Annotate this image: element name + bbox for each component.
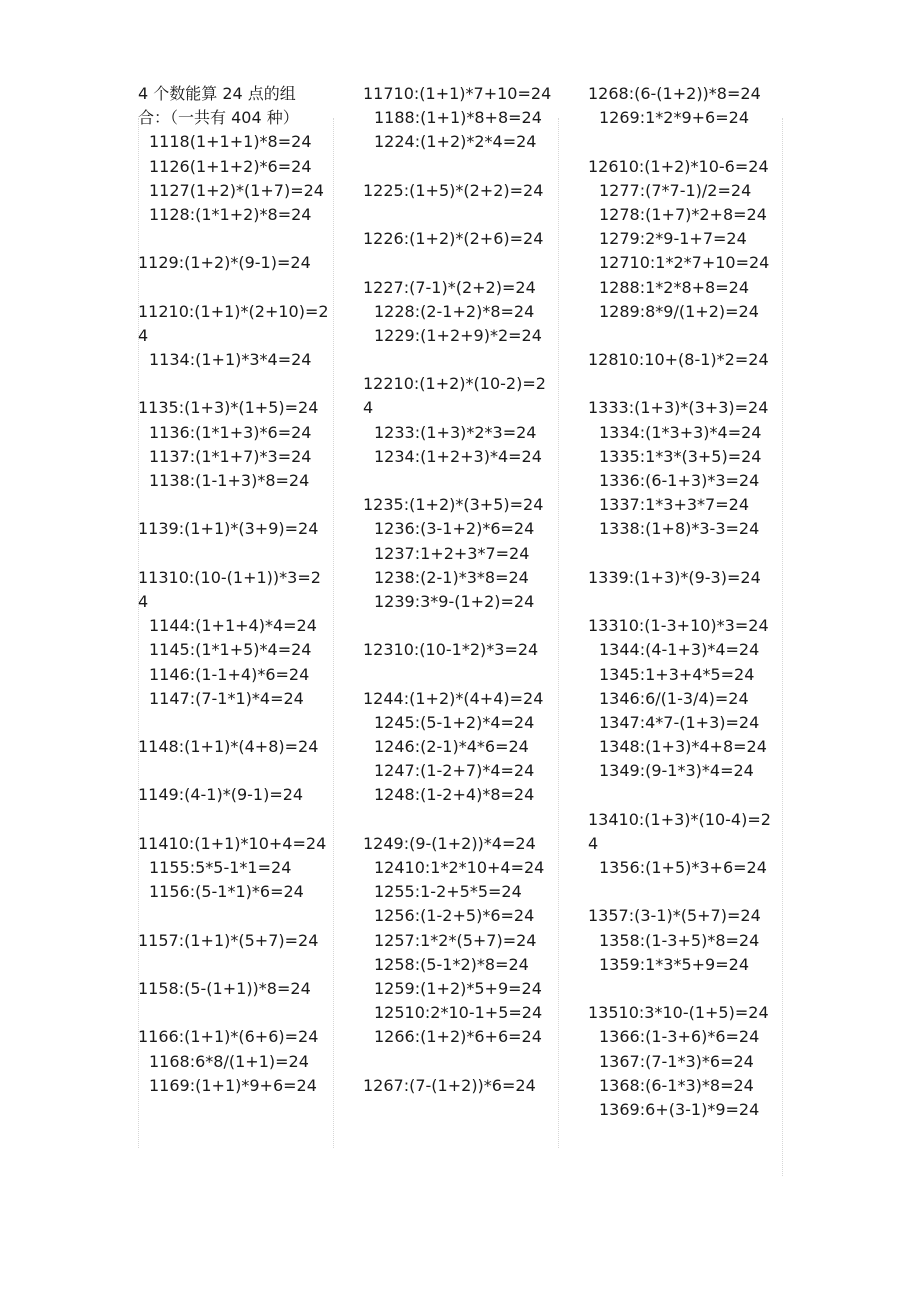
combination-line: 1228:(2-1+2)*8=24 xyxy=(374,301,535,321)
combination-line: 1278:(1+7)*2+8=24 xyxy=(599,204,767,224)
combination-line: 1245:(5-1+2)*4=24 xyxy=(374,712,535,732)
combination-line: 1229:(1+2+9)*2=24 xyxy=(374,325,542,345)
blank-line xyxy=(588,324,763,348)
combination-line: 11210:(1+1)*(2+10)=2 xyxy=(138,301,329,321)
blank-line xyxy=(138,276,313,300)
combination-line: 4 xyxy=(588,833,599,853)
combination-line: 1334:(1*3+3)*4=24 xyxy=(599,422,762,442)
combination-line: 1233:(1+3)*2*3=24 xyxy=(374,422,537,442)
combination-line: 1157:(1+1)*(5+7)=24 xyxy=(138,930,319,950)
blank-line xyxy=(138,759,313,783)
combination-line: 13410:(1+3)*(10-4)=2 xyxy=(588,809,771,829)
combination-line: 12410:1*2*10+4=24 xyxy=(374,858,545,877)
combination-line: 1145:(1*1+5)*4=24 xyxy=(149,640,312,660)
combination-line: 4 xyxy=(138,591,149,611)
column-guide-line xyxy=(333,118,334,1148)
combination-line: 1268:(6-(1+2))*8=24 xyxy=(588,84,761,103)
combination-line: 1155:5*5-1*1=24 xyxy=(149,858,292,877)
combination-line: 1226:(1+2)*(2+6)=24 xyxy=(363,229,544,249)
combination-line: 1289:8*9/(1+2)=24 xyxy=(599,301,759,321)
combination-line: 12610:(1+2)*10-6=24 xyxy=(588,156,769,176)
blank-line xyxy=(588,880,763,904)
blank-line xyxy=(588,783,763,807)
combination-line: 1349:(9-1*3)*4=24 xyxy=(599,761,754,781)
combination-line: 1335:1*3*(3+5)=24 xyxy=(599,446,762,466)
combination-line: 1234:(1+2+3)*4=24 xyxy=(374,446,542,466)
combination-line: 1166:(1+1)*(6+6)=24 xyxy=(138,1027,319,1047)
combination-line: 13310:(1-3+10)*3=24 xyxy=(588,616,769,636)
combination-line: 1257:1*2*(5+7)=24 xyxy=(374,930,537,950)
combination-line: 1358:(1-3+5)*8=24 xyxy=(599,930,760,950)
combination-line: 1169:(1+1)*9+6=24 xyxy=(149,1075,317,1095)
combination-line: 1347:4*7-(1+3)=24 xyxy=(599,712,760,732)
combination-line: 12810:10+(8-1)*2=24 xyxy=(588,350,769,370)
combination-line: 1138:(1-1+3)*8=24 xyxy=(149,471,310,490)
blank-line xyxy=(138,953,313,977)
blank-line xyxy=(588,130,763,154)
column-guide-line xyxy=(558,118,559,1148)
combination-line: 12510:2*10-1+5=24 xyxy=(374,1003,543,1023)
combination-line: 1269:1*2*9+6=24 xyxy=(599,108,749,128)
blank-line xyxy=(363,251,538,275)
combination-line: 1149:(4-1)*(9-1)=24 xyxy=(138,785,304,805)
combination-line: 1188:(1+1)*8+8=24 xyxy=(374,108,542,128)
combination-line: 1368:(6-1*3)*8=24 xyxy=(599,1075,754,1095)
combination-line: 11310:(10-(1+1))*3=2 xyxy=(138,567,321,587)
combination-line: 1333:(1+3)*(3+3)=24 xyxy=(588,398,769,418)
blank-line xyxy=(138,808,313,832)
blank-line xyxy=(363,469,538,493)
combination-line: 12310:(10-1*2)*3=24 xyxy=(363,640,539,660)
combination-line: 1288:1*2*8+8=24 xyxy=(599,277,749,297)
combination-line: 1235:(1+2)*(3+5)=24 xyxy=(363,495,544,515)
combination-line: 1244:(1+2)*(4+4)=24 xyxy=(363,688,544,708)
document-heading-line: 4 个数能算 24 点的组 xyxy=(138,84,296,103)
blank-line xyxy=(363,203,538,227)
combination-line: 1146:(1-1+4)*6=24 xyxy=(149,664,310,684)
combination-line: 1129:(1+2)*(9-1)=24 xyxy=(138,253,311,273)
blank-line xyxy=(138,1001,313,1025)
blank-line xyxy=(588,590,763,614)
blank-line xyxy=(138,904,313,928)
blank-line xyxy=(138,372,313,396)
combination-line: 1267:(7-(1+2))*6=24 xyxy=(363,1075,536,1095)
combination-line: 1148:(1+1)*(4+8)=24 xyxy=(138,737,319,757)
combination-line: 1259:(1+2)*5+9=24 xyxy=(374,978,542,998)
combination-line: 1258:(5-1*2)*8=24 xyxy=(374,954,529,974)
combination-line: 1236:(3-1+2)*6=24 xyxy=(374,519,535,539)
combination-line: 1144:(1+1+4)*4=24 xyxy=(149,616,317,636)
combination-line: 1118(1+1+1)*8=24 xyxy=(149,132,312,152)
combination-line: 1369:6+(3-1)*9=24 xyxy=(599,1099,760,1119)
combination-line: 1128:(1*1+2)*8=24 xyxy=(149,204,312,224)
combination-line: 1357:(3-1)*(5+7)=24 xyxy=(588,906,761,926)
combination-line: 1158:(5-(1+1))*8=24 xyxy=(138,978,311,998)
combination-line: 1256:(1-2+5)*6=24 xyxy=(374,906,535,926)
column-guide-line xyxy=(782,118,783,1176)
combination-line: 1336:(6-1+3)*3=24 xyxy=(599,471,760,490)
blank-line xyxy=(363,663,538,687)
combination-line: 1134:(1+1)*3*4=24 xyxy=(149,350,312,370)
combination-line: 13510:3*10-(1+5)=24 xyxy=(588,1003,769,1023)
blank-line xyxy=(138,493,313,517)
combination-line: 12710:1*2*7+10=24 xyxy=(599,253,770,273)
combination-line: 11710:(1+1)*7+10=24 xyxy=(363,84,552,103)
combination-line: 1277:(7*7-1)/2=24 xyxy=(599,180,752,200)
combination-line: 1136:(1*1+3)*6=24 xyxy=(149,422,312,442)
blank-line xyxy=(588,977,763,1001)
combination-line: 1344:(4-1+3)*4=24 xyxy=(599,640,760,660)
combination-line: 1139:(1+1)*(3+9)=24 xyxy=(138,519,319,539)
combination-line: 11410:(1+1)*10+4=24 xyxy=(138,833,327,853)
combination-line: 1255:1-2+5*5=24 xyxy=(374,882,522,902)
combination-line: 1249:(9-(1+2))*4=24 xyxy=(363,833,536,853)
combination-line: 4 xyxy=(363,398,374,418)
combination-line: 1359:1*3*5+9=24 xyxy=(599,954,749,974)
combination-line: 1239:3*9-(1+2)=24 xyxy=(374,591,535,611)
combination-line: 1127(1+2)*(1+7)=24 xyxy=(149,180,324,200)
combination-line: 1247:(1-2+7)*4=24 xyxy=(374,761,535,781)
blank-line xyxy=(138,227,313,251)
blank-line xyxy=(138,711,313,735)
blank-line xyxy=(588,542,763,566)
blank-line xyxy=(138,542,313,566)
document-heading-line: 合：（一共有 404 种） xyxy=(138,108,299,128)
combination-line: 1356:(1+5)*3+6=24 xyxy=(599,858,767,877)
text-column-1 xyxy=(138,82,329,1098)
combination-line: 1168:6*8/(1+1)=24 xyxy=(149,1051,309,1071)
combination-line: 1346:6/(1-3/4)=24 xyxy=(599,688,749,708)
combination-line: 12210:(1+2)*(10-2)=2 xyxy=(363,374,546,394)
combination-line: 1227:(7-1)*(2+2)=24 xyxy=(363,277,536,297)
combination-line: 1345:1+3+4*5=24 xyxy=(599,664,755,684)
combination-line: 1248:(1-2+4)*8=24 xyxy=(374,785,535,805)
combination-line: 1238:(2-1)*3*8=24 xyxy=(374,567,529,587)
combination-line: 1279:2*9-1+7=24 xyxy=(599,229,747,249)
combination-line: 1237:1+2+3*7=24 xyxy=(374,543,530,563)
combination-line: 1337:1*3+3*7=24 xyxy=(599,495,749,515)
blank-line xyxy=(363,614,538,638)
combination-line: 1147:(7-1*1)*4=24 xyxy=(149,688,304,708)
combination-line: 1135:(1+3)*(1+5)=24 xyxy=(138,398,319,418)
combination-line: 1137:(1*1+7)*3=24 xyxy=(149,446,312,466)
blank-line xyxy=(363,155,538,179)
combination-line: 1156:(5-1*1)*6=24 xyxy=(149,882,304,902)
combination-line: 1225:(1+5)*(2+2)=24 xyxy=(363,180,544,200)
combination-line: 1246:(2-1)*4*6=24 xyxy=(374,737,529,757)
blank-line xyxy=(588,372,763,396)
combination-line: 4 xyxy=(138,325,149,345)
combination-line: 1367:(7-1*3)*6=24 xyxy=(599,1051,754,1071)
combination-line: 1366:(1-3+6)*6=24 xyxy=(599,1027,760,1047)
blank-line xyxy=(363,1050,538,1074)
blank-line xyxy=(363,808,538,832)
combination-line: 1266:(1+2)*6+6=24 xyxy=(374,1027,542,1047)
combination-line: 1348:(1+3)*4+8=24 xyxy=(599,737,767,757)
text-column-3 xyxy=(588,82,771,1122)
combination-line: 1224:(1+2)*2*4=24 xyxy=(374,132,537,152)
blank-line xyxy=(363,348,538,372)
combination-line: 1338:(1+8)*3-3=24 xyxy=(599,519,760,539)
text-column-2 xyxy=(363,82,552,1098)
combination-line: 1339:(1+3)*(9-3)=24 xyxy=(588,567,761,587)
combination-line: 1126(1+1+2)*6=24 xyxy=(149,156,312,176)
